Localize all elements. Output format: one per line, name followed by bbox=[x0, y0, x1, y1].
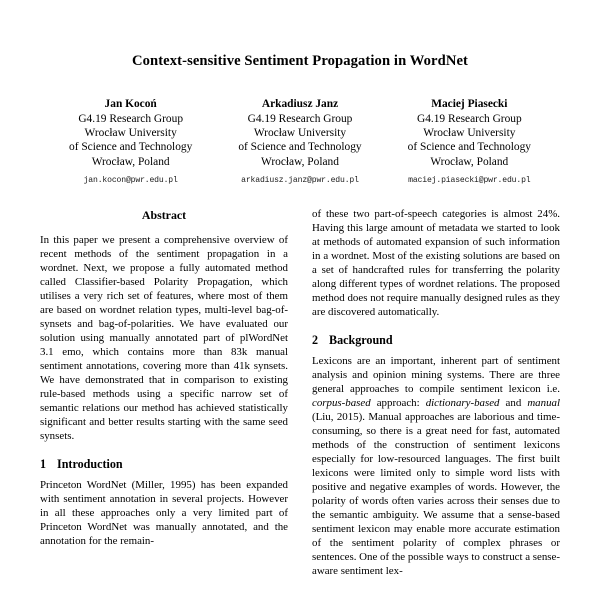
author-group: G4.19 Research Group bbox=[247, 112, 353, 125]
author-block bbox=[46, 97, 215, 187]
section-title: Introduction bbox=[57, 456, 123, 471]
author-group: G4.19 Research Group bbox=[416, 112, 522, 125]
author-university: Wrocław University bbox=[84, 127, 177, 140]
author-department: of Science and Technology bbox=[69, 141, 193, 154]
abstract-text: In this paper we present a comprehensive overview of recent methods of the sentiment propagation in a wordnet. Next, we propose a fully automated method called Classifier-based Polarity Propagation, which utilises a very rich set of features, where most of them are based on wordnet relation types, multi-level bag-of-synsets and bag-of-polarities. We have evaluated our solution using manually annotated part of plWordNet 3.1 emo, which contains more than 83k manual sentiment annotations, covering more than 41k synsets. We have demonstrated that in comparison to existing rule-based methods using a specific narrow set of semantic relations our method has achieved statistically significant and better results starting with the same seed synsets. bbox=[40, 234, 288, 442]
author-university: Wrocław University bbox=[253, 127, 347, 140]
author-name: Arkadiusz Janz bbox=[261, 97, 339, 110]
section-heading-introduction bbox=[40, 457, 288, 472]
right-column bbox=[312, 208, 560, 579]
author-list bbox=[40, 97, 560, 187]
author-name: Maciej Piasecki bbox=[431, 97, 508, 110]
section-number: 2 bbox=[312, 333, 319, 348]
background-text-2: approach: bbox=[370, 397, 426, 410]
page-title: Context-sensitive Sentiment Propagation in WordNet bbox=[131, 53, 469, 69]
introduction-paragraph: Princeton WordNet (Miller, 1995) has been expanded with sentiment annotation in several projects. However in all these approaches only a very limited part of Princeton WordNet was manually annotated, and the annotation for the remain- bbox=[40, 478, 288, 547]
background-text-3: and bbox=[499, 397, 528, 410]
author-department: of Science and Technology bbox=[407, 141, 531, 154]
author-email[interactable]: arkadiusz.janz@pwr.edu.pl bbox=[241, 176, 359, 186]
background-emphasis-manual: manual bbox=[527, 397, 560, 410]
left-column bbox=[40, 208, 288, 579]
author-university: Wrocław University bbox=[423, 127, 516, 140]
background-emphasis-corpus-based: corpus-based bbox=[312, 397, 371, 410]
author-city: Wrocław, Poland bbox=[430, 155, 509, 168]
author-group: G4.19 Research Group bbox=[78, 112, 184, 125]
author-city: Wrocław, Poland bbox=[261, 155, 339, 168]
author-department: of Science and Technology bbox=[238, 141, 362, 154]
background-text-4: (Liu, 2015). Manual approaches are laborious and time-consuming, so there is a great need for fast, automated methods of the construction of sentiment lexicons especially for low-resourced languages. The first built lexicons were limited only to simple word lists with positive and negative examples of words. However, the polarity of words often varies across their senses due to the semantic ambiguity. We assume that a sense-based sentiment lexicon may enable more accurate estimation of the sentiment polarity of complex phrases or sentences. One of the possible ways to construct a sense-aware sentiment lex- bbox=[312, 411, 560, 577]
author-email[interactable]: maciej.piasecki@pwr.edu.pl bbox=[408, 176, 531, 186]
section-heading-background bbox=[312, 333, 560, 348]
background-paragraph bbox=[312, 355, 560, 579]
background-emphasis-dictionary-based: dictionary-based bbox=[425, 397, 500, 410]
section-title: Background bbox=[329, 333, 393, 348]
author-name: Jan Kocoń bbox=[104, 97, 157, 110]
section-number: 1 bbox=[40, 456, 47, 471]
author-email[interactable]: jan.kocon@pwr.edu.pl bbox=[83, 176, 178, 186]
author-block bbox=[385, 97, 554, 187]
author-block bbox=[215, 97, 384, 187]
body-columns bbox=[40, 208, 560, 579]
introduction-continuation: of these two part-of-speech categories is almost 24%. Having this large amount of metadata we started to look at methods of automated expansion of such information in a wordnet. Most of the existing solutions are based on a set of handcrafted rules for transferring the polarity along different types of wordnet relations. The proposed method does not require manually designed rules as they are discovered automatically. bbox=[312, 208, 560, 319]
background-text-1: Lexicons are an important, inherent part of sentiment analysis and opinion mining systems. There are three general approaches to compile sentiment lexicon i.e. bbox=[312, 355, 560, 396]
abstract-heading: Abstract bbox=[141, 208, 187, 223]
author-city: Wrocław, Poland bbox=[91, 155, 170, 168]
